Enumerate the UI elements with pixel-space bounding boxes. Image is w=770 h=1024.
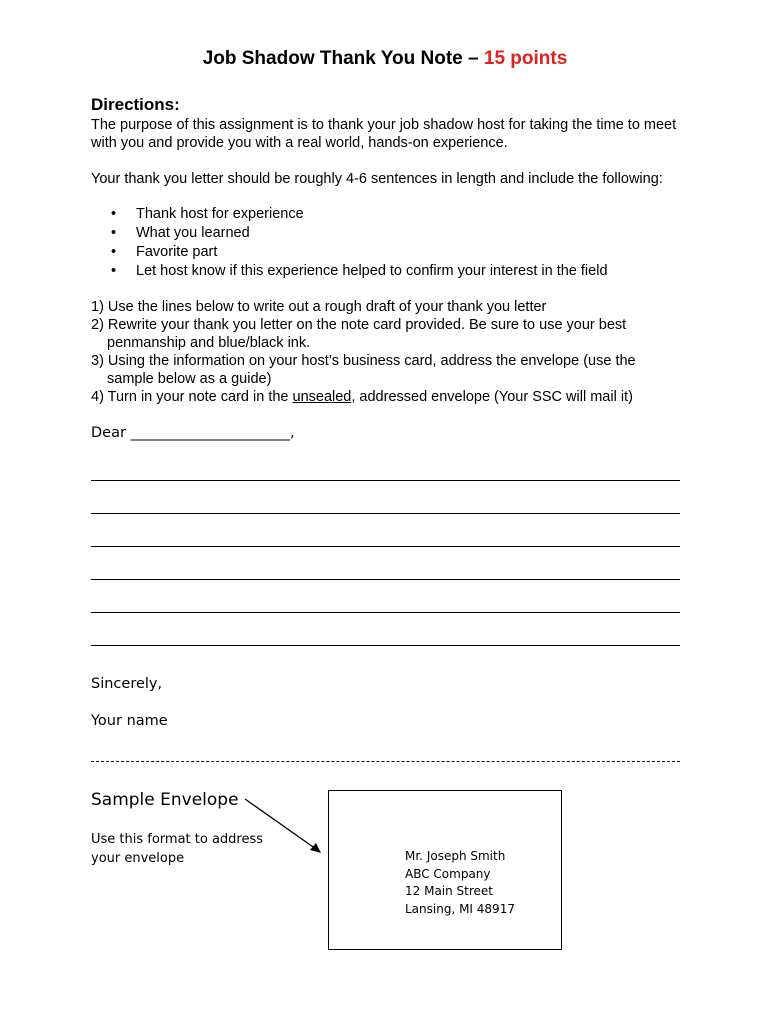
instruction-text: Use this format to address your envelope (91, 832, 264, 866)
unsealed-text: unsealed (292, 389, 352, 405)
requirements-list (91, 205, 608, 281)
draft-line[interactable] (91, 546, 680, 547)
arrow-icon (240, 792, 330, 857)
letter-intro-paragraph: Your thank you letter should be roughly 4-6 sentences in length and include the following: (91, 171, 663, 187)
draft-line[interactable] (91, 579, 680, 580)
step-item: 2) Rewrite your thank you letter on the note card provided. Be sure to use your best penmanship and blue/black ink. (91, 317, 627, 351)
address-line: Mr. Joseph Smith (405, 849, 506, 863)
draft-line[interactable] (91, 612, 680, 613)
title-text: Job Shadow Thank You Note – (202, 48, 484, 69)
signature-text: Your name (91, 713, 168, 729)
list-item: • Thank host for experience (91, 205, 608, 224)
address-line: 12 Main Street (405, 884, 494, 898)
step-item: 1) Use the lines below to write out a rough draft of your thank you letter (91, 299, 547, 315)
sample-envelope-heading: Sample Envelope (91, 790, 239, 810)
envelope-address (405, 848, 515, 918)
points-badge: 15 points (483, 48, 568, 69)
step4-suffix: , addressed envelope (Your SSC will mail it) (351, 389, 633, 405)
address-line: Lansing, MI 48917 (405, 901, 515, 916)
closing-text: Sincerely, (91, 676, 163, 692)
list-item: • Let host know if this experience helped to confirm your interest in the field (91, 262, 608, 281)
list-item: • Favorite part (91, 243, 608, 262)
draft-line[interactable] (91, 513, 680, 514)
step-item: 3) Using the information on your host’s business card, address the envelope (use the sample below as a guide) (91, 353, 636, 387)
list-item: • What you learned (91, 224, 608, 243)
directions-heading: Directions: (91, 95, 180, 114)
purpose-paragraph: The purpose of this assignment is to thank your job shadow host for taking the time to meet with you and provide you with a real world, hands-on experience. (91, 117, 677, 151)
step4-prefix: 4) Turn in your note card in the (91, 389, 293, 405)
divider (91, 761, 680, 762)
address-line: ABC Company (405, 866, 491, 881)
dear-salutation: Dear ______________________, (91, 425, 295, 441)
draft-line[interactable] (91, 645, 680, 646)
draft-line[interactable] (91, 480, 680, 481)
steps-list (91, 298, 681, 406)
step-item (91, 388, 681, 406)
page-title (0, 48, 770, 70)
